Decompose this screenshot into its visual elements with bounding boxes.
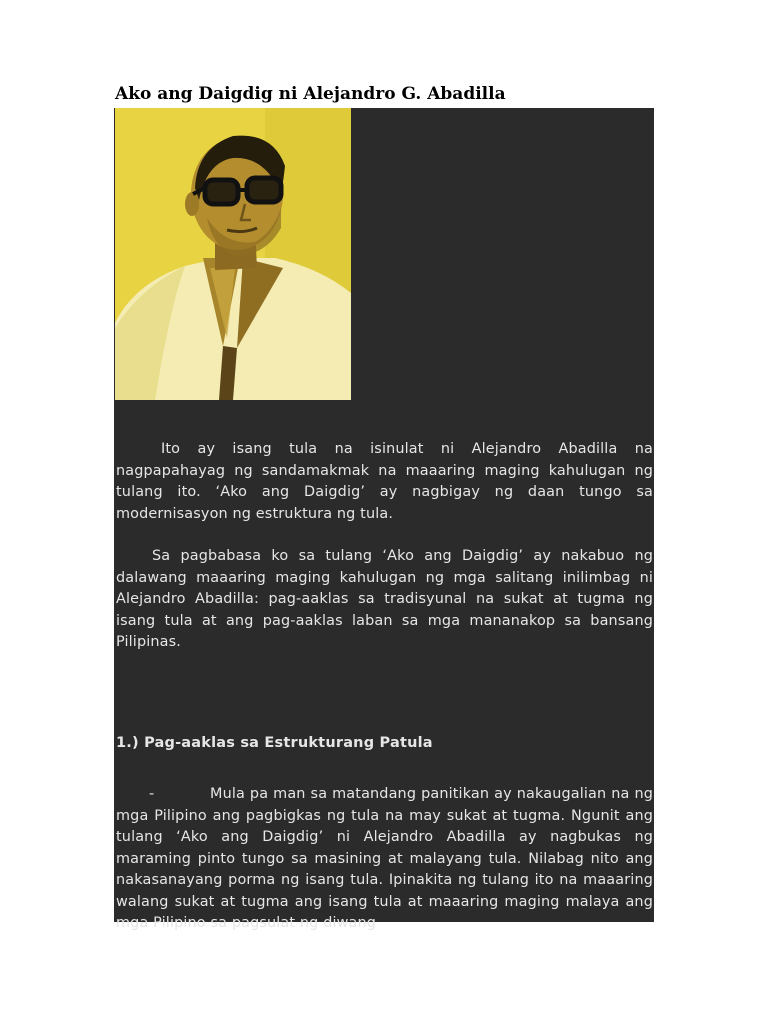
bullet-marker: - [149, 786, 155, 802]
bullet-text: Mula pa man sa matandang panitikan ay nakaugalian na ng mga Pilipino ang pagbigkas ng tula na may sukat at tugma. Ngunit ang tulang ‘Ako ang Daigdig’ ni Alejandro Abadilla ay nagbukas ng maraming pinto tungo sa masining at malayang tula. Nilabag nito ang nakasanayang porma ng isang tula. Ipinakita ng tulang ito na maaaring walang sukat at tugma ang isang tula at maaaring maging malaya ang mga Pilipino sa pagsulat ng diwang [116, 786, 653, 931]
content-panel [114, 108, 654, 931]
author-portrait [115, 108, 351, 400]
section-heading: 1.) Pag-aaklas sa Estrukturang Patula [116, 735, 433, 751]
document-title: Ako ang Daigdig ni Alejandro G. Abadilla [115, 84, 506, 104]
intro-paragraph: Ito ay isang tula na isinulat ni Alejandro Abadilla na nagpapahayag ng sandamakmak na maaaring maging kahulugan ng tulang ito. ‘Ako ang Daigdig’ ay nagbigay ng daan tungo sa modernisasyon ng estruktura ng tula. [116, 441, 653, 522]
bullet-paragraph [116, 784, 653, 935]
meanings-paragraph: Sa pagbabasa ko sa tulang ‘Ako ang Daigdig’ ay nakabuo ng dalawang maaaring maging kahulugan ng mga salitang inilimbag ni Alejandro Abadilla: pag-aaklas sa tradisyunal na sukat at tugma ng isang tula at ang pag-aaklas laban sa mga mananakop sa bansang Pilipinas. [116, 548, 653, 650]
portrait-illustration [115, 108, 351, 400]
